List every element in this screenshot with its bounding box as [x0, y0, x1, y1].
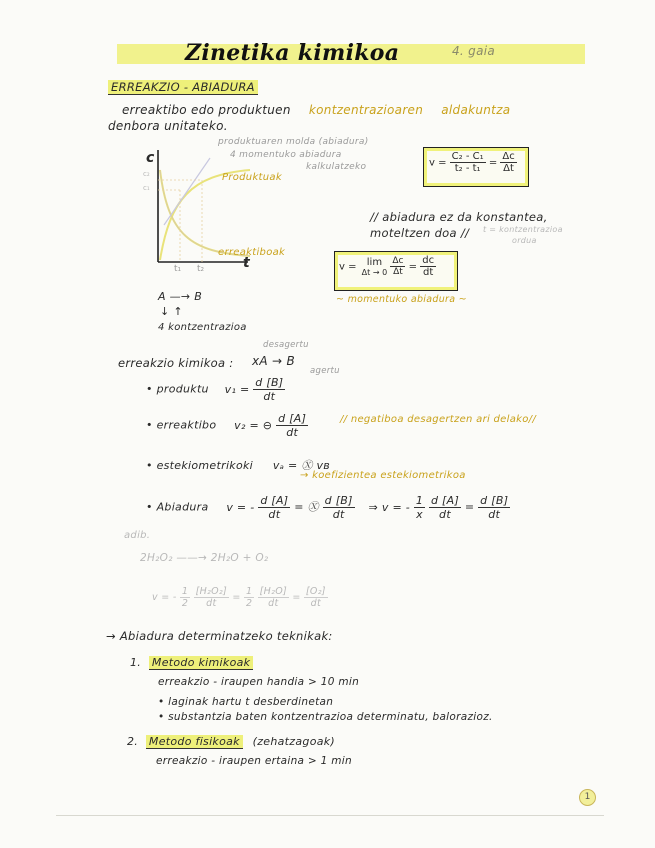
- example-reaction: 2H₂O₂ ——→ 2H₂O + O₂: [140, 552, 269, 564]
- overall-den4: dt: [439, 508, 451, 521]
- example-f5d: dt: [310, 598, 322, 609]
- example-eq1: =: [232, 592, 241, 603]
- definition-part-a: erreaktibo edo produktuen: [122, 103, 291, 117]
- product-rate-den: dt: [263, 390, 276, 403]
- page-number: 1: [584, 792, 591, 802]
- example-frac4: [258, 586, 289, 609]
- instant-rate-formula: [339, 255, 436, 278]
- average-rate-formula: [429, 151, 517, 174]
- example-f2n: [H₂O₂]: [195, 586, 228, 597]
- method-1-line-1: erreakzio - iraupen handia > 10 min: [158, 676, 360, 688]
- overall-rate-label: • Abiadura: [146, 500, 209, 514]
- example-frac3: [244, 586, 254, 609]
- example-f5n: [O₂]: [305, 586, 326, 597]
- techniques-heading: → Abiadura determinatzeko teknikak:: [106, 629, 333, 643]
- note-abiadura-side-1: t = kontzentrazioa: [483, 225, 563, 234]
- formula2-lim-text: lim: [366, 256, 383, 268]
- product-rate-frac: [253, 376, 285, 403]
- formula1-den2: Δt: [503, 163, 514, 174]
- method-1-line-2: • laginak hartu t desberdinetan: [158, 696, 334, 708]
- definition-part-c: aldakuntza: [441, 103, 511, 117]
- example-f3n: 1: [245, 586, 253, 597]
- graph-label-reactants: erreaktiboak: [218, 247, 286, 258]
- formula2-lim: [362, 257, 388, 277]
- reactant-rate-num: d [A]: [278, 412, 307, 425]
- graph-label-c2: c₂: [143, 170, 150, 178]
- stoich-label: • estekiometrikoki: [146, 459, 254, 472]
- overall-rate: [146, 494, 510, 521]
- page-title: Zinetika kimikoa: [185, 40, 400, 66]
- overall-den3: x: [416, 508, 423, 521]
- overall-num3: 1: [415, 494, 424, 507]
- formula2-lim-sub: Δt → 0: [361, 267, 388, 277]
- method-1-title: [130, 656, 253, 669]
- example-label: adib.: [124, 530, 151, 541]
- formula1-eq: =: [488, 157, 498, 169]
- overall-frac4: [429, 494, 461, 521]
- overall-eq: = Ⓧ: [294, 500, 319, 514]
- overall-impl: ⇒ v = -: [368, 500, 411, 514]
- kinetics-equation: xA → B: [252, 354, 296, 368]
- section-heading: [108, 80, 258, 94]
- method-2-title: [127, 735, 335, 748]
- kinetics-label: erreakzio kimikoa :: [118, 356, 234, 370]
- overall-frac2: [323, 494, 355, 521]
- example-frac2: [194, 586, 229, 609]
- graph-axis-t: t: [243, 255, 250, 271]
- product-rate-label: • produktu: [146, 382, 209, 396]
- note-abiadura-side-2: ordua: [512, 236, 537, 245]
- overall-num5: d [B]: [480, 494, 509, 507]
- stoich-note: → koefizientea estekiometrikoa: [300, 470, 466, 481]
- formula2-frac1: [390, 256, 405, 277]
- page-number-circle: [579, 789, 596, 806]
- method-2-paren: (zehatzagoak): [252, 735, 336, 748]
- formula1-num: C₂ - C₁: [451, 151, 484, 162]
- definition-part-b: kontzentrazioaren: [308, 103, 424, 117]
- note-abiadura-line-2: moteltzen doa //: [370, 226, 470, 240]
- product-rate-v: v₁ =: [224, 382, 250, 396]
- section-heading-text: ERREAKZIO - ABIADURA: [108, 80, 258, 95]
- formula2-num2: dc: [422, 255, 435, 266]
- reactant-rate-label: • erreaktibo: [146, 418, 217, 432]
- graph-note-3: kalkulatzeko: [306, 162, 367, 172]
- overall-frac3: [414, 494, 425, 521]
- reactant-rate: [146, 412, 308, 439]
- overall-num2: d [B]: [324, 494, 353, 507]
- graph-label-c1: c₁: [143, 184, 150, 192]
- graph-label-t1: t₁: [174, 264, 182, 274]
- reaction-sketch-line-1: A —→ B: [158, 290, 203, 303]
- overall-frac1: [258, 494, 290, 521]
- reaction-sketch-line-3: 4 kontzentrazioa: [158, 322, 247, 333]
- definition-line-2: denbora unitateko.: [108, 119, 228, 133]
- graph-note-2: 4 momentuko abiadura: [230, 150, 342, 160]
- stoich-eq: vₐ = Ⓧ vʙ: [272, 459, 330, 472]
- overall-den5: dt: [488, 508, 501, 521]
- product-rate-num: d [B]: [255, 376, 284, 389]
- example-f4n: [H₂O]: [259, 586, 287, 597]
- formula1-num2: Δc: [502, 151, 515, 162]
- example-f2d: dt: [206, 598, 217, 609]
- example-f4d: dt: [268, 598, 279, 609]
- overall-num1: d [A]: [260, 494, 289, 507]
- overall-frac5: [478, 494, 510, 521]
- example-frac5: [304, 586, 328, 609]
- method-2-line-1: erreakzio - iraupen ertaina > 1 min: [156, 755, 352, 767]
- reactant-rate-note: // negatiboa desagertzen ari delako//: [340, 414, 536, 425]
- reactant-rate-frac: [276, 412, 308, 439]
- method-2-name: Metodo fisikoak: [146, 735, 243, 749]
- graph-label-products: Produktuak: [222, 172, 282, 183]
- formula2-den: Δt: [393, 267, 403, 277]
- overall-num4: d [A]: [430, 494, 460, 507]
- example-rate: [152, 586, 328, 609]
- method-1-line-3: • substantzia baten kontzentrazioa determinatu, balorazioz.: [158, 711, 493, 723]
- formula1-lhs: v =: [429, 157, 447, 169]
- graph-note-1: produktuaren molda (abiadura): [218, 137, 369, 147]
- formula2-frac2: [420, 255, 436, 278]
- overall-rate-v: v = -: [226, 500, 255, 514]
- reactant-rate-v: v₂ = ⊖: [234, 418, 273, 432]
- instant-rate-caption: ~ momentuko abiadura ~: [336, 294, 467, 305]
- formula1-frac1: [450, 151, 486, 174]
- formula2-den2: dt: [423, 267, 434, 278]
- reaction-sketch-line-2: ↓ ↑: [160, 305, 183, 318]
- example-v: v = -: [152, 592, 177, 603]
- overall-den1: dt: [268, 508, 281, 521]
- reactant-rate-den: dt: [286, 426, 299, 439]
- overall-den2: dt: [332, 508, 345, 521]
- example-f3d: 2: [245, 598, 253, 609]
- formula1-den: t₂ - t₁: [454, 163, 481, 174]
- formula1-frac2: [500, 151, 516, 174]
- method-1-number: 1.: [130, 656, 142, 669]
- graph-label-t2: t₂: [197, 264, 205, 274]
- formula2-num: Δc: [392, 256, 404, 266]
- method-2-number: 2.: [127, 735, 139, 748]
- example-frac1: [180, 586, 190, 609]
- definition-line-1: [122, 103, 510, 117]
- graph-axis-c: c: [146, 150, 155, 166]
- bottom-edge-line: [56, 815, 604, 816]
- product-rate: [146, 376, 285, 403]
- example-f1n: 1: [181, 586, 189, 597]
- example-eq2: =: [292, 592, 301, 603]
- example-f1d: 2: [181, 598, 189, 609]
- label-agertu: agertu: [310, 366, 340, 376]
- tangent-line: [164, 158, 210, 225]
- overall-eq2: =: [464, 500, 475, 514]
- chapter-label: 4. gaia: [452, 44, 496, 58]
- formula2-lhs: v =: [339, 261, 357, 273]
- formula2-eq: =: [408, 261, 418, 273]
- label-desagertu: desagertu: [263, 340, 309, 350]
- method-1-name: Metodo kimikoak: [149, 656, 253, 670]
- note-abiadura-line-1: // abiadura ez da konstantea,: [370, 210, 548, 224]
